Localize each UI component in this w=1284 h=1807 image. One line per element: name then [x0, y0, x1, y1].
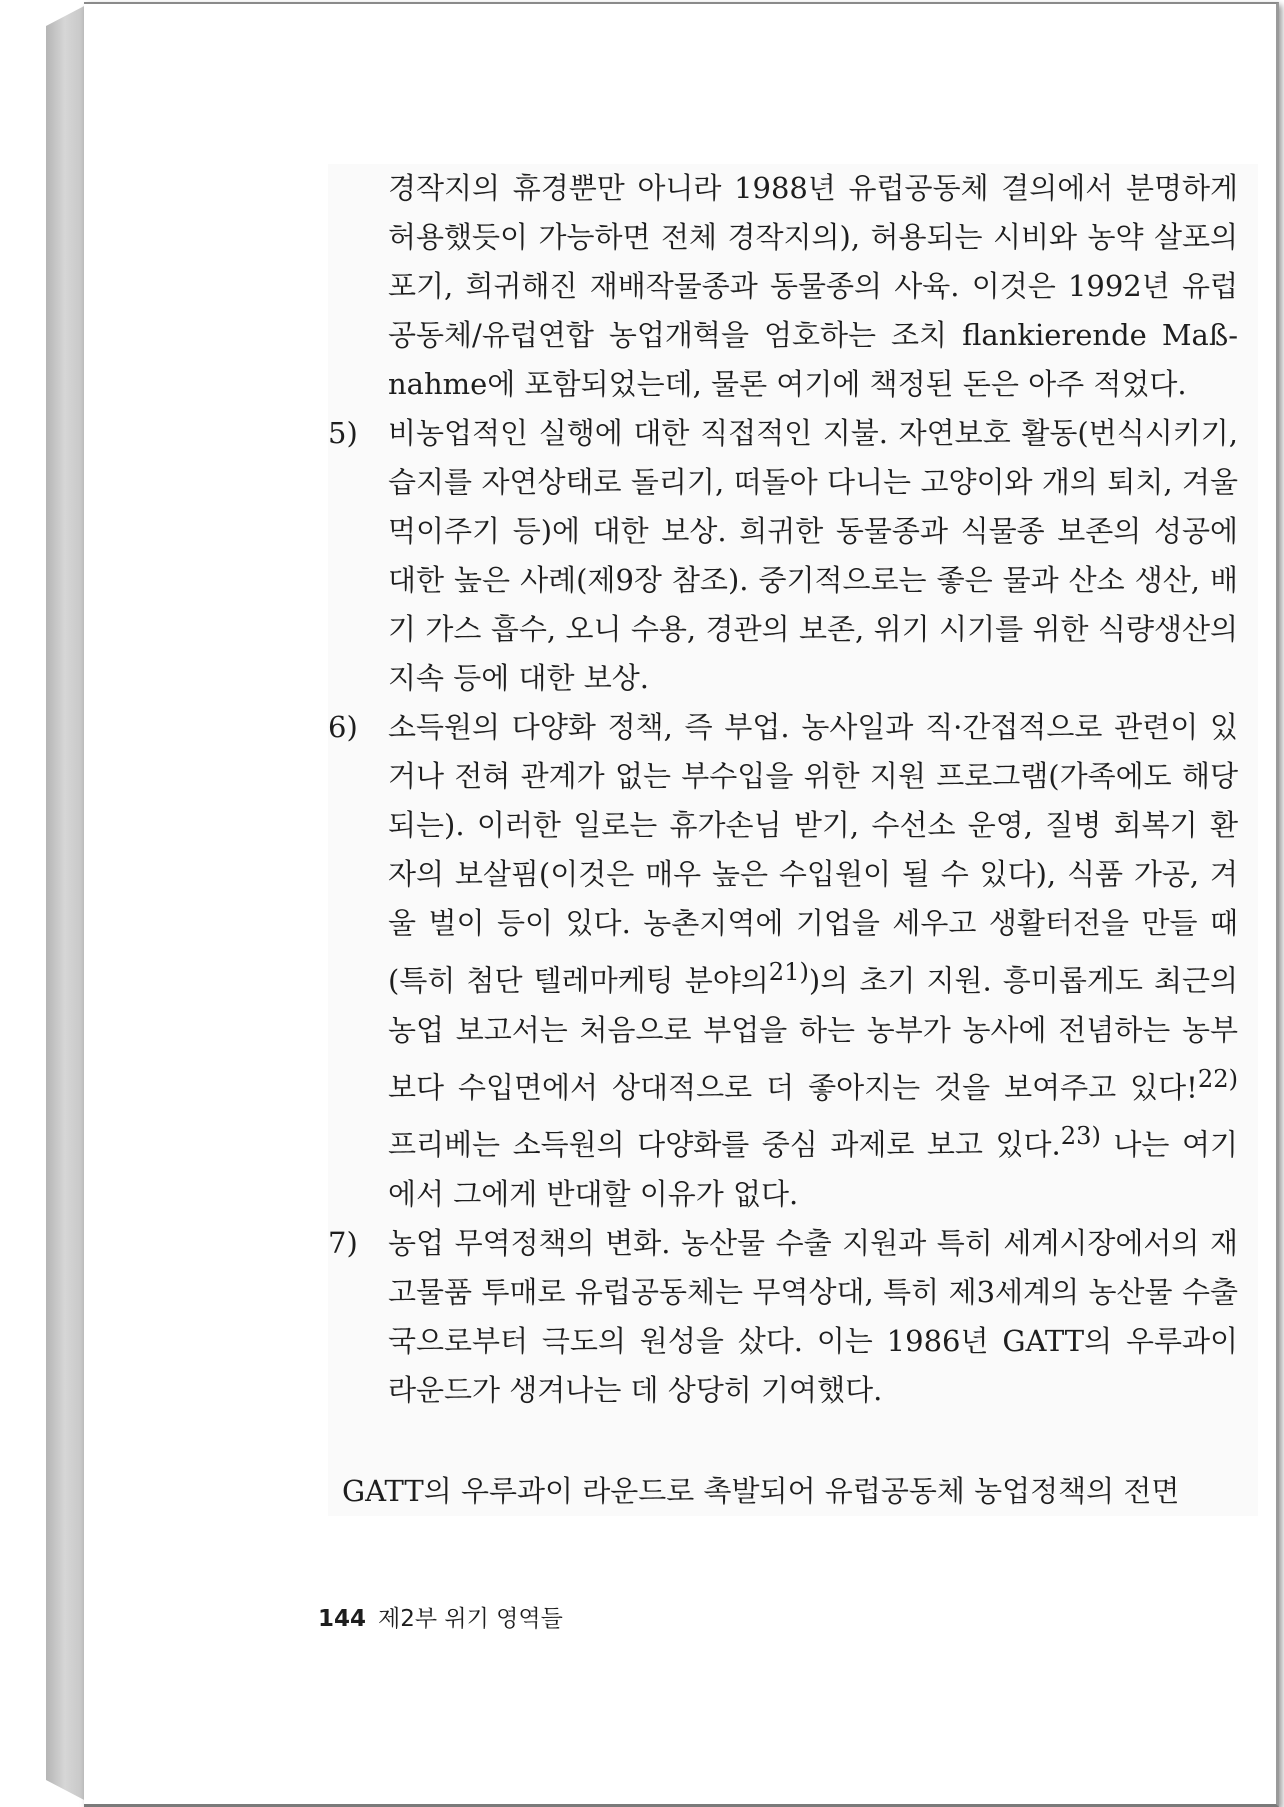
list-item-text — [388, 703, 1238, 1219]
item-6-text-part2: )의 초기 지원. 흥미롭게도 최근의 농업 보고서는 처음으로 부업을 하는 농부가 농사에 전념하는 농부보다 수입면에서 상대적으로 더 좋아지는 것을 보여주고 있다! — [388, 963, 1238, 1105]
list-item-text: 농업 무역정책의 변화. 농산물 수출 지원과 특히 세계시장에서의 재고물품 투매로 유럽공동체는 무역상대, 특히 제3세계의 농산물 수출국으로부터 극도의 원성을 샀다. 이는 1986년 GATT의 우루과이 라운드가 생겨나는 데 상당히 기여했다. — [388, 1225, 1238, 1407]
footnote-ref-22: 22) — [1197, 1064, 1238, 1093]
page-footer — [318, 1600, 563, 1633]
running-footer-section: 제2부 위기 영역들 — [378, 1606, 563, 1632]
footnote-ref-23: 23) — [1060, 1122, 1101, 1151]
list-item-text: 비농업적인 실행에 대한 직접적인 지불. 자연보호 활동(번식시키기, 습지를 자연상태로 돌리기, 떠돌아 다니는 고양이와 개의 퇴치, 겨울 먹이주기 등)에 대한 보상. 희귀한 동물종과 식물종 보존의 성공에 대한 높은 사례(제9장 참조). 중기적으로는 좋은 물과 산소 생산, 배기 가스 흡수, 오니 수용, 경관의 보존, 위기 시기를 위한 식량생산의 지속 등에 대한 보상. — [388, 416, 1238, 695]
page-body — [328, 164, 1258, 1516]
book-spine — [46, 4, 88, 1802]
item-6-text-part4: 나는 여기에서 그에게 반대할 이유가 없다. — [388, 1127, 1238, 1211]
continuation-paragraph: 경작지의 휴경뿐만 아니라 1988년 유럽공동체 결의에서 분명하게 허용했듯이 가능하면 전체 경작지의), 허용되는 시비와 농약 살포의 포기, 희귀해진 재배작물종과 동물종의 사육. 이것은 1992년 유럽공동체/유럽연합 농업개혁을 엄호하는 조치 flankierende Maß-nahme에 포함되었는데, 물론 여기에 책정된 돈은 아주 적었다. — [388, 171, 1238, 401]
page-number: 144 — [318, 1606, 367, 1632]
final-paragraph: GATT의 우루과이 라운드로 촉발되어 유럽공동체 농업정책의 전면 — [342, 1473, 1180, 1508]
footnote-ref-21: 21) — [768, 958, 809, 986]
book-page — [84, 2, 1279, 1807]
item-6-text-part3: 프리베는 소득원의 다양화를 중심 과제로 보고 있다. — [388, 1127, 1061, 1162]
list-item-7 — [328, 1219, 1258, 1415]
list-item-6 — [328, 703, 1258, 1219]
item-6-text-part1: 소득원의 다양화 정책, 즉 부업. 농사일과 직·간접적으로 관련이 있거나 전혀 관계가 없는 부수입을 위한 지원 프로그램(가족에도 해당되는). 이러한 일로는 휴가손님 받기, 수선소 운영, 질병 회복기 환자의 보살핌(이것은 매우 높은 수입원이 될 수 있다), 식품 가공, 겨울 벌이 등이 있다. 농촌지역에 기업을 세우고 생활터전을 만들 때(특히 첨단 텔레마케팅 분야의 — [388, 710, 1238, 998]
list-item-number: 6) — [328, 710, 358, 744]
list-item-number: 5) — [328, 416, 358, 450]
list-item-5 — [328, 409, 1258, 703]
list-item-number: 7) — [328, 1225, 358, 1260]
